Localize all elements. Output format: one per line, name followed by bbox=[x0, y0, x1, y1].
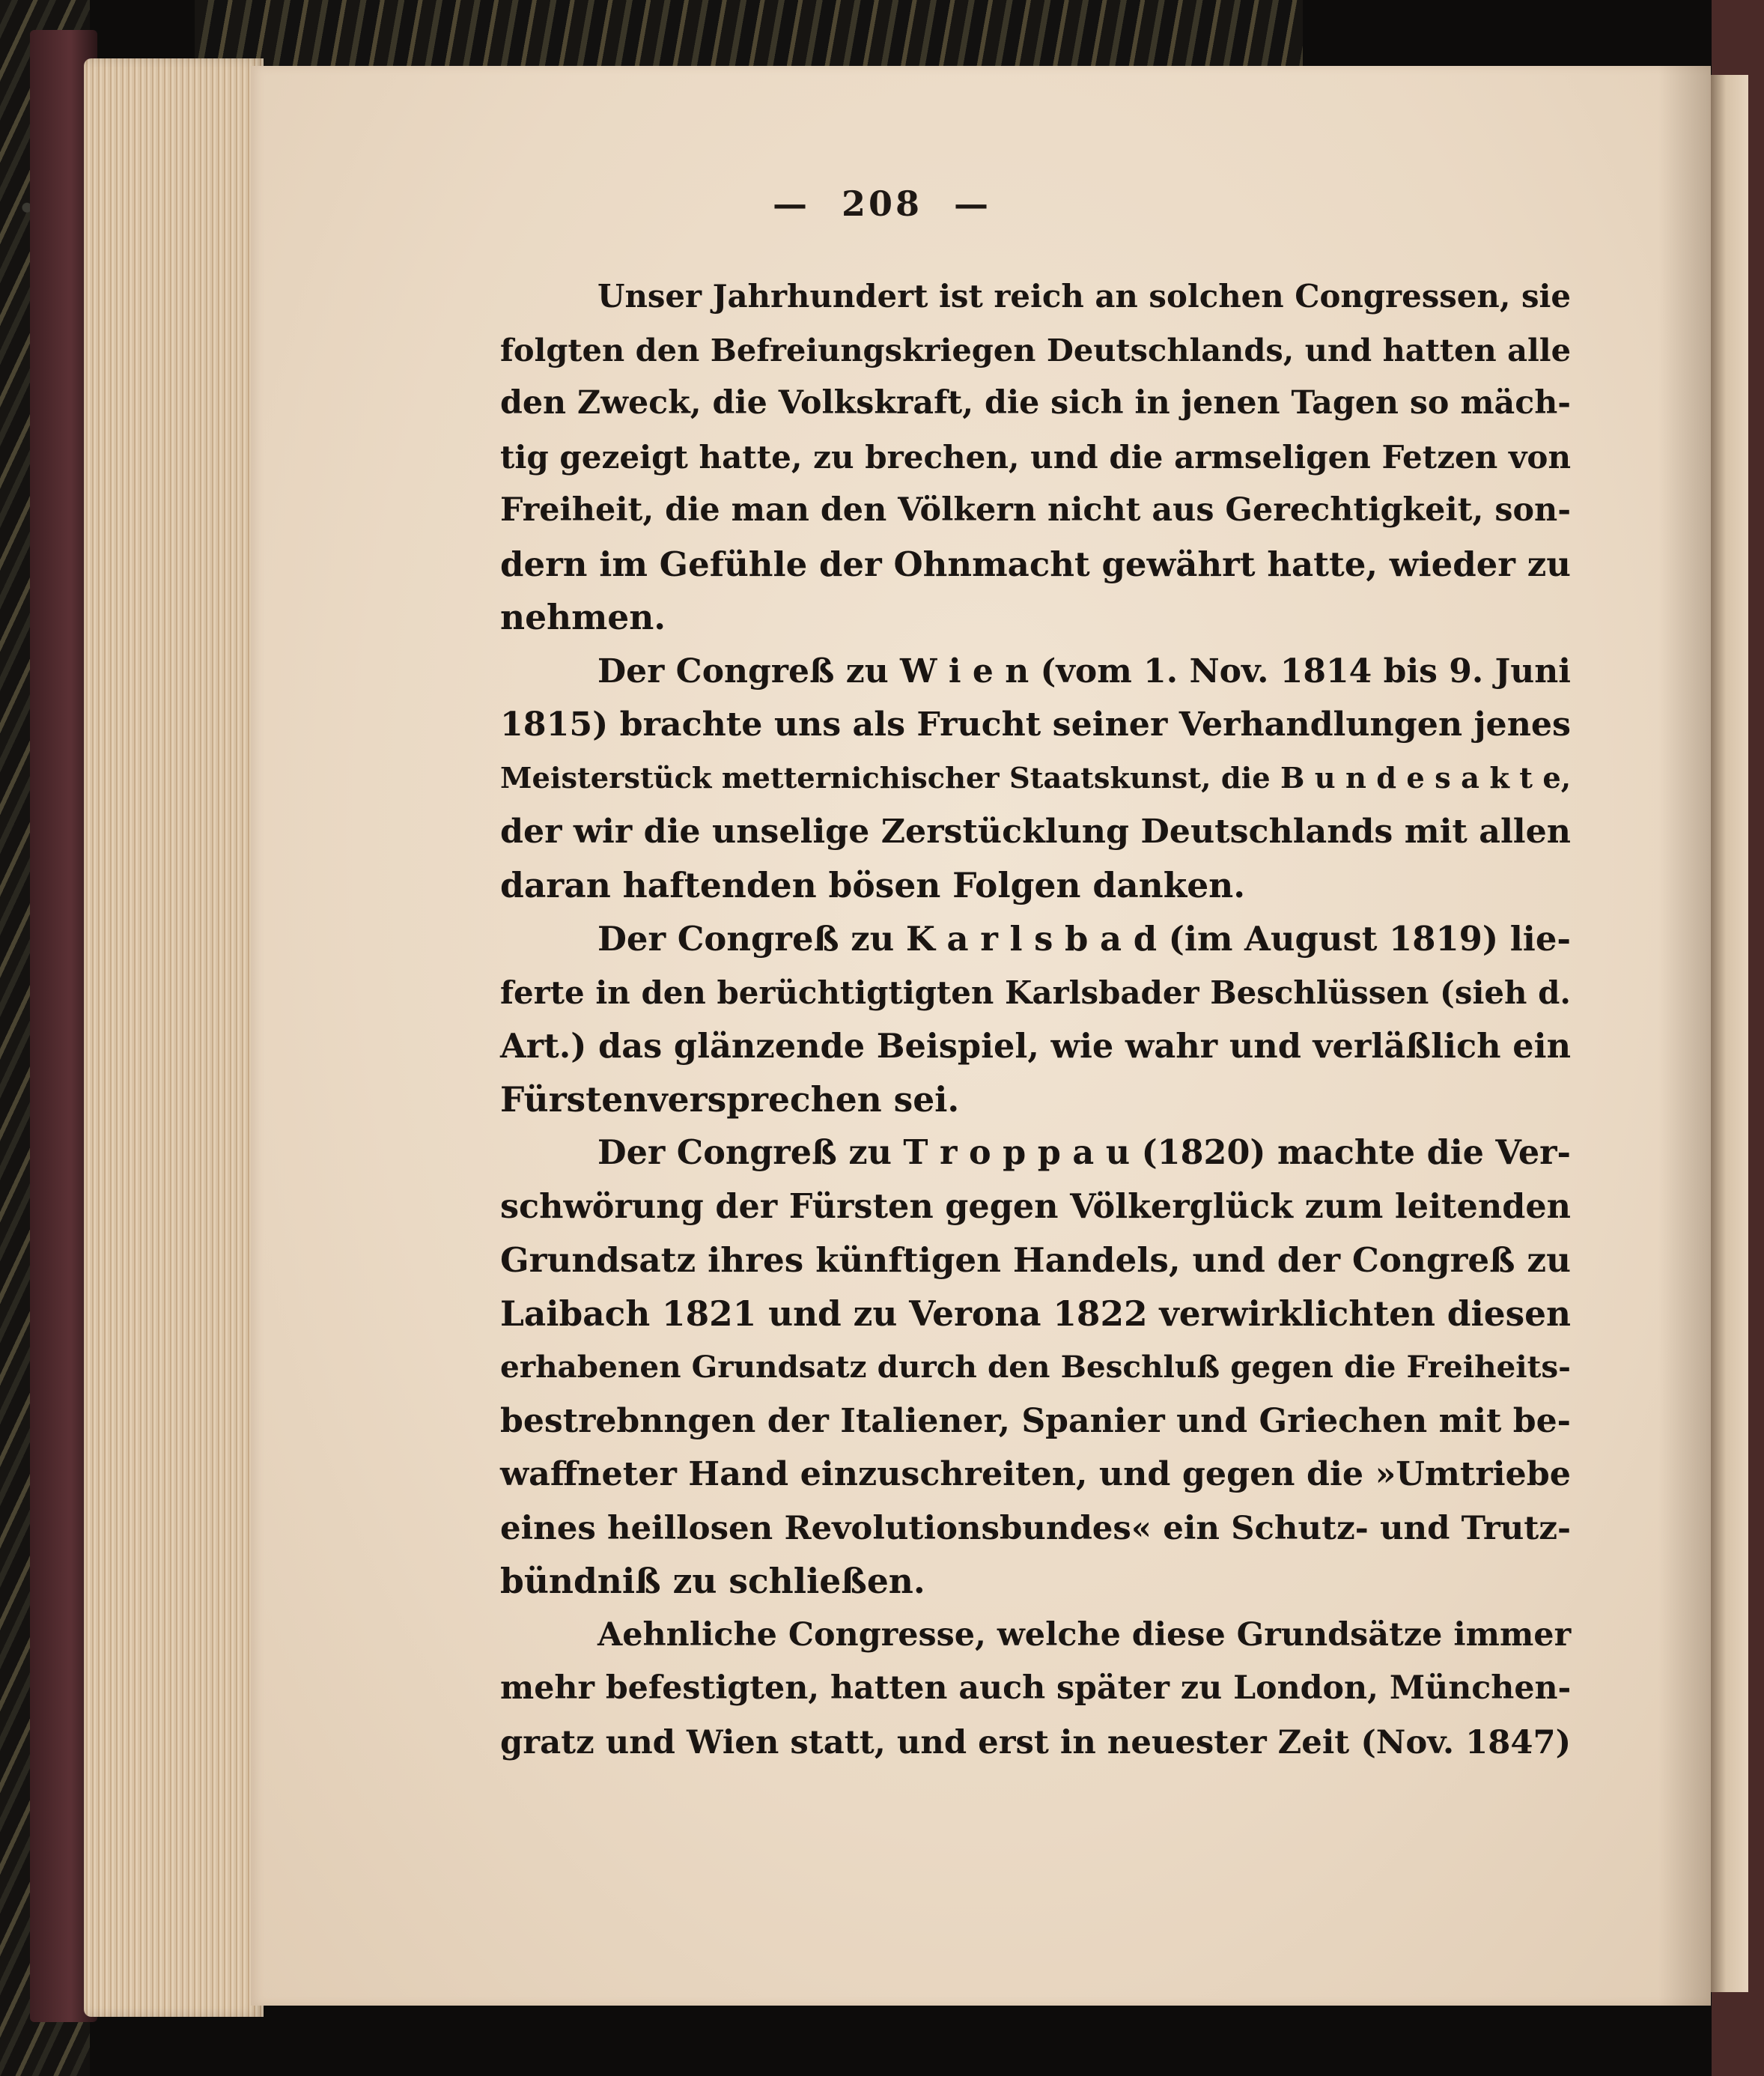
text-line: mehr befestigten, hatten auch später zu London, München- bbox=[500, 1669, 1572, 1707]
text-line: waffneter Hand einzuschreiten, und gegen die »Umtriebe bbox=[500, 1454, 1571, 1493]
text-line: Der Congreß zu K a r l s b a d (im August 1819) lie- bbox=[597, 919, 1571, 959]
paragraph-2 bbox=[500, 645, 1571, 913]
body-text bbox=[500, 270, 1571, 1769]
text-line: schwörung der Fürsten gegen Völkerglück zum leitenden bbox=[500, 1186, 1571, 1226]
text-line: eines heillosen Revolutionsbundes« ein Schutz- und Trutz- bbox=[500, 1508, 1571, 1547]
text-line: bündniß zu schließen. bbox=[500, 1561, 925, 1601]
text-line: Unser Jahrhundert ist reich an solchen Congressen, sie bbox=[597, 278, 1571, 315]
text-line: tig gezeigt hatte, zu brechen, und die armseligen Fetzen von bbox=[500, 438, 1571, 476]
header-dash-left: — bbox=[772, 183, 810, 224]
page-header bbox=[0, 183, 1764, 224]
text-line: Freiheit, die man den Völkern nicht aus Gerechtigkeit, son- bbox=[500, 491, 1571, 529]
paragraph-5 bbox=[500, 1609, 1571, 1770]
text-line: Aehnliche Congresse, welche diese Grundsätze immer bbox=[597, 1615, 1572, 1654]
text-line: daran haftenden bösen Folgen danken. bbox=[500, 864, 1246, 905]
page-number: 208 bbox=[841, 183, 923, 224]
paragraph-4 bbox=[500, 1126, 1571, 1609]
text-line: Der Congreß zu T r o p p a u (1820) machte die Ver- bbox=[597, 1133, 1571, 1172]
text-line: erhabenen Grundsatz durch den Beschluß gegen die Freiheits- bbox=[500, 1349, 1571, 1385]
text-line: den Zweck, die Volkskraft, die sich in jenen Tagen so mäch- bbox=[500, 384, 1571, 422]
text-line: der wir die unselige Zerstücklung Deutschlands mit allen bbox=[500, 812, 1571, 851]
facing-page-edge bbox=[1711, 75, 1748, 1992]
paragraph-1 bbox=[500, 270, 1571, 645]
text-line: nehmen. bbox=[500, 597, 666, 637]
text-line: gratz und Wien statt, und erst in neuester Zeit (Nov. 1847) bbox=[500, 1723, 1572, 1761]
text-line: folgten den Befreiungskriegen Deutschlands, und hatten alle bbox=[500, 331, 1571, 368]
header-dash-right: — bbox=[954, 183, 992, 224]
text-line: 1815) brachte uns als Frucht seiner Verhandlungen jenes bbox=[500, 705, 1571, 744]
marbled-cover-top bbox=[195, 0, 1303, 71]
text-line: Meisterstück metternichischer Staatskunst, die B u n d e s a k t e, bbox=[500, 761, 1572, 795]
gutter-shadow bbox=[1658, 66, 1711, 2006]
text-line: Art.) das glänzende Beispiel, wie wahr und verläßlich ein bbox=[500, 1026, 1571, 1066]
text-line: dern im Gefühle der Ohnmacht gewährt hatte, wieder zu bbox=[500, 544, 1571, 584]
text-line: ferte in den berüchtigtigten Karlsbader Beschlüssen (sieh d. bbox=[500, 974, 1571, 1011]
text-line: Fürstenversprechen sei. bbox=[500, 1078, 960, 1120]
text-line: Grundsatz ihres künftigen Handels, und der Congreß zu bbox=[500, 1240, 1571, 1280]
text-line: Laibach 1821 und zu Verona 1822 verwirklichten diesen bbox=[500, 1293, 1571, 1334]
text-line: Der Congreß zu W i e n (vom 1. Nov. 1814 bis 9. Juni bbox=[597, 652, 1571, 691]
text-line: bestrebnngen der Italiener, Spanier und Griechen mit be- bbox=[500, 1401, 1571, 1440]
stacked-page-edges bbox=[84, 58, 264, 2017]
paragraph-3 bbox=[500, 912, 1571, 1126]
